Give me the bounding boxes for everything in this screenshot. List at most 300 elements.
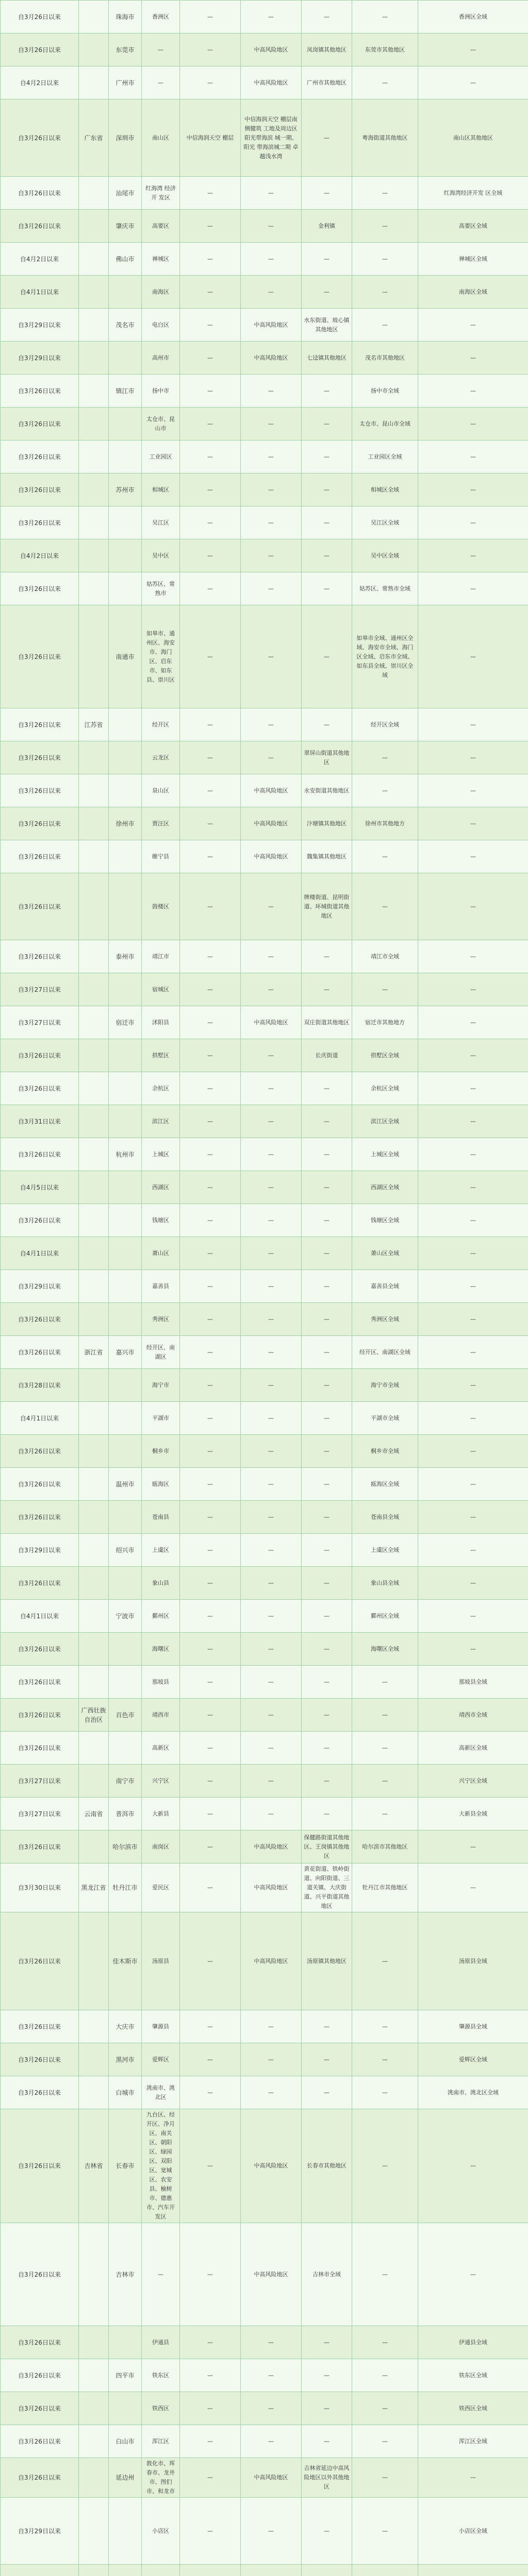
other-area-cell: 相城区全域	[352, 473, 418, 506]
province-cell	[79, 1369, 109, 1402]
table-row	[1, 1336, 528, 1369]
high-risk-cell: —	[180, 1369, 241, 1402]
mid-risk-cell: 中高风险地区	[241, 774, 302, 807]
row-date: 自3月26日以来	[1, 2425, 79, 2458]
province-cell: 云南省	[79, 1798, 109, 1831]
high-risk-cell: —	[180, 973, 241, 1006]
province-cell	[79, 1303, 109, 1336]
city-cell	[109, 506, 142, 539]
city-cell: 吉林市	[109, 2223, 142, 2326]
county-cell: —	[418, 940, 528, 973]
high-risk-cell: —	[180, 1863, 241, 1912]
mid-risk-cell: —	[241, 375, 302, 408]
other-area-cell: 扬中市全域	[352, 375, 418, 408]
county-cell: 大新县全域	[418, 1798, 528, 1831]
mid-risk-cell: —	[241, 473, 302, 506]
other-area-cell: —	[352, 1732, 418, 1765]
high-risk-cell: —	[180, 1303, 241, 1336]
province-cell	[79, 605, 109, 708]
table-row	[1, 375, 528, 408]
low-risk-cell: —	[302, 2359, 352, 2392]
district-cell: 余杭区	[142, 1072, 180, 1105]
county-cell: —	[418, 506, 528, 539]
table-row	[1, 309, 528, 342]
high-risk-cell: —	[180, 2392, 241, 2425]
province-cell	[79, 2425, 109, 2458]
mid-risk-cell: 中高风险地区	[241, 342, 302, 375]
low-risk-cell: —	[302, 1501, 352, 1534]
row-date: 自3月26日以来	[1, 940, 79, 973]
county-cell: —	[418, 539, 528, 572]
high-risk-cell: —	[180, 1171, 241, 1204]
high-risk-cell: —	[180, 1666, 241, 1699]
high-risk-cell: —	[180, 2043, 241, 2076]
table-row	[1, 1369, 528, 1402]
table-row	[1, 1006, 528, 1039]
other-area-cell: —	[352, 1912, 418, 2010]
city-cell	[109, 1303, 142, 1336]
table-row	[1, 1138, 528, 1171]
high-risk-cell: —	[180, 2458, 241, 2498]
county-cell: —	[418, 342, 528, 375]
province-cell	[79, 572, 109, 605]
district-cell: 海宁市	[142, 1369, 180, 1402]
district-cell: —	[142, 66, 180, 99]
city-cell	[109, 1237, 142, 1270]
mid-risk-cell	[241, 2565, 302, 2576]
province-cell	[79, 1633, 109, 1666]
row-date: 自4月5日以来	[1, 1171, 79, 1204]
province-cell	[79, 1666, 109, 1699]
district-cell: —	[142, 33, 180, 66]
city-cell	[109, 1369, 142, 1402]
city-cell: 延边州	[109, 2458, 142, 2498]
table-row	[1, 2109, 528, 2223]
low-risk-cell: —	[302, 708, 352, 741]
low-risk-cell: —	[302, 1765, 352, 1798]
high-risk-cell: —	[180, 1534, 241, 1567]
province-cell	[79, 66, 109, 99]
province-cell	[79, 873, 109, 940]
high-risk-cell: —	[180, 1798, 241, 1831]
city-cell	[109, 1732, 142, 1765]
other-area-cell: —	[352, 2223, 418, 2326]
county-cell: —	[418, 1831, 528, 1863]
table-row	[1, 1072, 528, 1105]
low-risk-cell: 吉林省延边中高风险地区以外其他地区	[302, 2458, 352, 2498]
mid-risk-cell: 中高风险地区	[241, 1912, 302, 2010]
county-cell: 汤原县全域	[418, 1912, 528, 2010]
table-row	[1, 1237, 528, 1270]
county-cell: 香洲区全域	[418, 1, 528, 33]
province-cell	[79, 1204, 109, 1237]
low-risk-cell: —	[302, 1369, 352, 1402]
mid-risk-cell: —	[241, 1072, 302, 1105]
low-risk-cell: —	[302, 1732, 352, 1765]
other-area-cell: 拱墅区全域	[352, 1039, 418, 1072]
mid-risk-cell: —	[241, 2392, 302, 2425]
low-risk-cell: —	[302, 1105, 352, 1138]
table-row	[1, 2565, 528, 2576]
province-cell	[79, 309, 109, 342]
province-cell	[79, 973, 109, 1006]
county-cell: —	[418, 1105, 528, 1138]
province-cell: 浙江省	[79, 1336, 109, 1369]
county-cell: 伊通县全域	[418, 2326, 528, 2359]
row-date: 自3月26日以来	[1, 840, 79, 873]
row-date: 自4月1日以来	[1, 1402, 79, 1435]
low-risk-cell: —	[302, 177, 352, 210]
city-cell	[109, 1171, 142, 1204]
other-area-cell: —	[352, 2043, 418, 2076]
high-risk-cell: —	[180, 66, 241, 99]
table-row	[1, 1, 528, 33]
mid-risk-cell: —	[241, 2498, 302, 2565]
district-cell: 上城区	[142, 1138, 180, 1171]
high-risk-cell: —	[180, 2326, 241, 2359]
high-risk-cell: —	[180, 177, 241, 210]
row-date: 自3月26日以来	[1, 1138, 79, 1171]
row-date: 自3月26日以来	[1, 1, 79, 33]
district-cell: 靖西市	[142, 1699, 180, 1732]
mid-risk-cell: —	[241, 177, 302, 210]
district-cell: 扬中市	[142, 375, 180, 408]
province-cell	[79, 408, 109, 440]
other-area-cell: 工业园区全域	[352, 440, 418, 473]
high-risk-cell: 中信海润天空 棚层	[180, 99, 241, 177]
other-area-cell: —	[352, 840, 418, 873]
low-risk-cell: —	[302, 1699, 352, 1732]
high-risk-cell: —	[180, 539, 241, 572]
high-risk-cell: —	[180, 2359, 241, 2392]
low-risk-cell: —	[302, 506, 352, 539]
mid-risk-cell: —	[241, 1732, 302, 1765]
low-risk-cell: —	[302, 2498, 352, 2565]
row-date: 自3月27日以来	[1, 1765, 79, 1798]
row-date: 自3月26日以来	[1, 99, 79, 177]
table-row	[1, 1567, 528, 1600]
row-date: 自3月26日以来	[1, 2010, 79, 2043]
row-date: 自4月1日以来	[1, 1600, 79, 1633]
county-cell	[418, 2565, 528, 2576]
province-cell	[79, 473, 109, 506]
mid-risk-cell: 中高风险地区	[241, 2109, 302, 2223]
low-risk-cell: —	[302, 1402, 352, 1435]
low-risk-cell: —	[302, 1171, 352, 1204]
county-cell: —	[418, 774, 528, 807]
mid-risk-cell: 中高风险地区	[241, 66, 302, 99]
row-date: 自3月26日以来	[1, 177, 79, 210]
county-cell: —	[418, 1863, 528, 1912]
low-risk-cell: 七迳镇其他地区	[302, 342, 352, 375]
table-row	[1, 1912, 528, 2010]
high-risk-cell: —	[180, 1, 241, 33]
city-cell: 深圳市	[109, 99, 142, 177]
other-area-cell: —	[352, 177, 418, 210]
table-row	[1, 506, 528, 539]
city-cell	[109, 342, 142, 375]
high-risk-cell: —	[180, 1402, 241, 1435]
district-cell: 嘉善县	[142, 1270, 180, 1303]
district-cell: 工业园区	[142, 440, 180, 473]
county-cell: —	[418, 708, 528, 741]
table-row	[1, 408, 528, 440]
city-cell	[109, 708, 142, 741]
table-row	[1, 1534, 528, 1567]
low-risk-cell: 水东街道、坡心镇其他地区	[302, 309, 352, 342]
county-cell: 靖西市全域	[418, 1699, 528, 1732]
province-cell: 广东省	[79, 99, 109, 177]
row-date: 自3月31日以来	[1, 1105, 79, 1138]
other-area-cell: —	[352, 2109, 418, 2223]
county-cell: —	[418, 1600, 528, 1633]
high-risk-cell: —	[180, 243, 241, 276]
row-date: 自3月26日以来	[1, 440, 79, 473]
district-cell: 伊通县	[142, 2326, 180, 2359]
city-cell: 珠海市	[109, 1, 142, 33]
table-row	[1, 1501, 528, 1534]
high-risk-cell: —	[180, 1732, 241, 1765]
table-row	[1, 1863, 528, 1912]
table-row	[1, 1666, 528, 1699]
row-date: 自3月26日以来	[1, 2326, 79, 2359]
district-cell: 禅城区	[142, 243, 180, 276]
county-cell: —	[418, 1336, 528, 1369]
mid-risk-cell: —	[241, 1468, 302, 1501]
other-area-cell	[352, 2565, 418, 2576]
row-date: 自3月26日以来	[1, 1039, 79, 1072]
district-cell: 滨江区	[142, 1105, 180, 1138]
county-cell: 浑江区全域	[418, 2425, 528, 2458]
province-cell: 吉林省	[79, 2109, 109, 2223]
other-area-cell: —	[352, 243, 418, 276]
low-risk-cell: —	[302, 375, 352, 408]
row-date: 自3月29日以来	[1, 309, 79, 342]
mid-risk-cell: 中高风险地区	[241, 309, 302, 342]
mid-risk-cell: —	[241, 572, 302, 605]
row-date: 自4月1日以来	[1, 1237, 79, 1270]
district-cell: 泉山区	[142, 774, 180, 807]
mid-risk-cell: —	[241, 1204, 302, 1237]
county-cell: —	[418, 1138, 528, 1171]
high-risk-cell: —	[180, 1072, 241, 1105]
other-area-cell: —	[352, 1666, 418, 1699]
mid-risk-cell: —	[241, 2043, 302, 2076]
province-cell	[79, 2359, 109, 2392]
table-row	[1, 2043, 528, 2076]
mid-risk-cell: —	[241, 973, 302, 1006]
table-row	[1, 2425, 528, 2458]
district-cell: 铁东区	[142, 2359, 180, 2392]
low-risk-cell: —	[302, 1666, 352, 1699]
district-cell: 贾汪区	[142, 807, 180, 840]
city-cell	[109, 840, 142, 873]
row-date: 自3月26日以来	[1, 1204, 79, 1237]
province-cell	[79, 1534, 109, 1567]
table-row	[1, 1468, 528, 1501]
high-risk-cell: —	[180, 1435, 241, 1468]
county-cell: 铁东区全域	[418, 2359, 528, 2392]
mid-risk-cell: —	[241, 1600, 302, 1633]
province-cell	[79, 1435, 109, 1468]
high-risk-cell: —	[180, 873, 241, 940]
high-risk-cell: —	[180, 408, 241, 440]
county-cell: —	[418, 2109, 528, 2223]
other-area-cell: 太仓市、昆山市全域	[352, 408, 418, 440]
county-cell: —	[418, 1534, 528, 1567]
other-area-cell: 海曙区全域	[352, 1633, 418, 1666]
mid-risk-cell: —	[241, 1501, 302, 1534]
row-date: 自3月26日以来	[1, 473, 79, 506]
row-date: 自3月26日以来	[1, 1567, 79, 1600]
district-cell: 洮南市、洮北区	[142, 2076, 180, 2109]
province-cell	[79, 2076, 109, 2109]
district-cell: 云龙区	[142, 741, 180, 774]
mid-risk-cell: 中高风险地区	[241, 33, 302, 66]
district-cell	[142, 2565, 180, 2576]
city-cell: 肇庆市	[109, 210, 142, 243]
mid-risk-cell: —	[241, 1435, 302, 1468]
low-risk-cell: 汤原镇其他地区	[302, 1912, 352, 2010]
mid-risk-cell: 中高风险地区	[241, 1831, 302, 1863]
table-row	[1, 2458, 528, 2498]
other-area-cell: 姑苏区、常熟市全域	[352, 572, 418, 605]
province-cell	[79, 506, 109, 539]
table-row	[1, 440, 528, 473]
mid-risk-cell: 中高风险地区	[241, 840, 302, 873]
district-cell: 红海湾 经济开 发区	[142, 177, 180, 210]
row-date: 自3月30日以来	[1, 1863, 79, 1912]
table-row	[1, 1270, 528, 1303]
table-row	[1, 873, 528, 940]
province-cell	[79, 1732, 109, 1765]
low-risk-cell: —	[302, 1798, 352, 1831]
table-row	[1, 1402, 528, 1435]
city-cell: 东莞市	[109, 33, 142, 66]
row-date	[1, 2565, 79, 2576]
table-row	[1, 1435, 528, 1468]
district-cell: 如皋市、通州区、海安市、海门区、启东市、如东县、崇川区	[142, 605, 180, 708]
mid-risk-cell: —	[241, 440, 302, 473]
table-row	[1, 539, 528, 572]
county-cell: 南山区其他地区	[418, 99, 528, 177]
row-date: 自3月26日以来	[1, 1303, 79, 1336]
county-cell: —	[418, 1435, 528, 1468]
city-cell	[109, 276, 142, 309]
other-area-cell: —	[352, 741, 418, 774]
other-area-cell: —	[352, 2392, 418, 2425]
mid-risk-cell: —	[241, 873, 302, 940]
county-cell: —	[418, 741, 528, 774]
mid-risk-cell: —	[241, 1336, 302, 1369]
table-row	[1, 2498, 528, 2565]
county-cell: 肇源县全域	[418, 2010, 528, 2043]
province-cell	[79, 1270, 109, 1303]
table-row	[1, 66, 528, 99]
city-cell	[109, 774, 142, 807]
province-cell	[79, 2565, 109, 2576]
province-cell	[79, 1171, 109, 1204]
table-row	[1, 1171, 528, 1204]
high-risk-cell: —	[180, 1633, 241, 1666]
city-cell	[109, 1666, 142, 1699]
mid-risk-cell: —	[241, 1666, 302, 1699]
city-cell: 南宁市	[109, 1765, 142, 1798]
city-cell: 茂名市	[109, 309, 142, 342]
other-area-cell: —	[352, 774, 418, 807]
other-area-cell: 平湖市全域	[352, 1402, 418, 1435]
province-cell	[79, 2458, 109, 2498]
province-cell	[79, 2392, 109, 2425]
province-cell	[79, 440, 109, 473]
table-row	[1, 1798, 528, 1831]
district-cell: 上虞区	[142, 1534, 180, 1567]
other-area-cell: —	[352, 2010, 418, 2043]
table-row	[1, 774, 528, 807]
other-area-cell: —	[352, 1699, 418, 1732]
mid-risk-cell: —	[241, 1270, 302, 1303]
province-cell	[79, 1501, 109, 1534]
city-cell	[109, 873, 142, 940]
low-risk-cell: 长庆街道	[302, 1039, 352, 1072]
district-cell: 拱墅区	[142, 1039, 180, 1072]
other-area-cell: —	[352, 2425, 418, 2458]
province-cell	[79, 1468, 109, 1501]
other-area-cell: —	[352, 309, 418, 342]
city-cell	[109, 2498, 142, 2565]
city-cell	[109, 408, 142, 440]
high-risk-cell: —	[180, 1501, 241, 1534]
row-date: 自3月29日以来	[1, 1270, 79, 1303]
mid-risk-cell: —	[241, 1039, 302, 1072]
city-cell: 杭州市	[109, 1138, 142, 1171]
high-risk-cell: —	[180, 440, 241, 473]
district-cell: 萧山区	[142, 1237, 180, 1270]
low-risk-cell: —	[302, 605, 352, 708]
table-row	[1, 741, 528, 774]
city-cell	[109, 1039, 142, 1072]
other-area-cell: 上虞区全域	[352, 1534, 418, 1567]
high-risk-cell: —	[180, 1765, 241, 1798]
table-row	[1, 2223, 528, 2326]
county-cell: —	[418, 840, 528, 873]
row-date: 自3月26日以来	[1, 1501, 79, 1534]
mid-risk-cell: 中高风险地区	[241, 1006, 302, 1039]
table-row	[1, 1732, 528, 1765]
high-risk-cell: —	[180, 309, 241, 342]
low-risk-cell: —	[302, 2043, 352, 2076]
row-date: 自3月26日以来	[1, 1435, 79, 1468]
mid-risk-cell: —	[241, 1567, 302, 1600]
city-cell: 苏州市	[109, 473, 142, 506]
county-cell: 南海区全域	[418, 276, 528, 309]
city-cell: 宁波市	[109, 1600, 142, 1633]
high-risk-cell: —	[180, 1567, 241, 1600]
other-area-cell: —	[352, 2326, 418, 2359]
district-cell: 香洲区	[142, 1, 180, 33]
row-date: 自3月26日以来	[1, 1666, 79, 1699]
row-date: 自3月26日以来	[1, 774, 79, 807]
county-cell: —	[418, 605, 528, 708]
table-row	[1, 1699, 528, 1732]
city-cell: 百色市	[109, 1699, 142, 1732]
low-risk-cell: 双庄街道其他地区	[302, 1006, 352, 1039]
low-risk-cell: —	[302, 973, 352, 1006]
mid-risk-cell: 中高风险地区	[241, 2458, 302, 2498]
high-risk-cell: —	[180, 572, 241, 605]
row-date: 自3月26日以来	[1, 2076, 79, 2109]
province-cell	[79, 375, 109, 408]
